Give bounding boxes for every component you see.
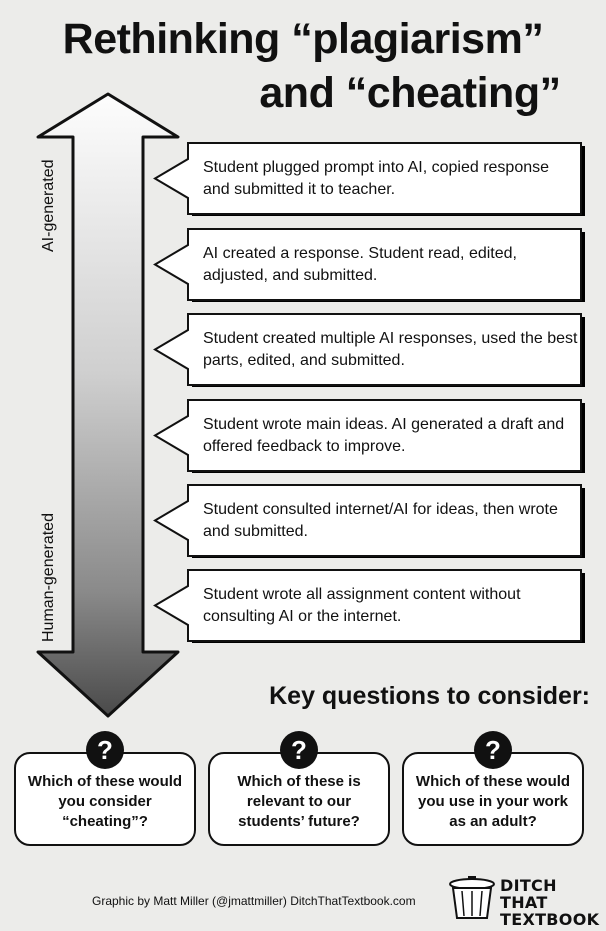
axis-label-human-generated: Human-generated [40, 513, 57, 642]
footer-credit: Graphic by Matt Miller (@jmattmiller) DitchThatTextbook.com [92, 894, 416, 908]
axis-label-ai-generated: AI-generated [40, 159, 57, 252]
stage-box-5 [152, 483, 589, 558]
logo-line-2: TEXTBOOK [500, 910, 600, 929]
stage-text-3: Student created multiple AI responses, used the best parts, edited, and submitted. [203, 329, 578, 369]
stage-text-5: Student consulted internet/AI for ideas, then wrote and submitted. [203, 500, 558, 540]
stage-text-1: Student plugged prompt into AI, copied response and submitted it to teacher. [203, 158, 550, 198]
question-text-1: Which of these would you consider “cheating”? [27, 773, 183, 830]
title-line-1: Rethinking “plagiarism” [62, 15, 544, 63]
stage-box-2 [152, 227, 589, 302]
question-text-2: Which of these is relevant to our students’ future? [237, 773, 361, 830]
question-mark-icon: ? [474, 731, 512, 769]
stage-box-3 [152, 312, 589, 387]
question-mark-icon: ? [280, 731, 318, 769]
stage-text-6: Student wrote all assignment content without consulting AI or the internet. [203, 585, 521, 625]
question-mark-icon: ? [86, 731, 124, 769]
stage-text-4: Student wrote main ideas. AI generated a draft and offered feedback to improve. [203, 415, 565, 455]
title-line-2: and “cheating” [259, 69, 561, 117]
stage-box-1 [152, 141, 589, 216]
stage-text-2: AI created a response. Student read, edited, adjusted, and submitted. [203, 244, 517, 284]
stage-box-4 [152, 398, 589, 473]
logo-line-1: DITCH THAT [500, 876, 557, 912]
logo-wordmark [500, 876, 600, 929]
question-text-3: Which of these would you use in your work as an adult? [415, 773, 571, 830]
key-questions-heading: Key questions to consider: [269, 682, 590, 710]
stage-box-6 [152, 568, 589, 643]
